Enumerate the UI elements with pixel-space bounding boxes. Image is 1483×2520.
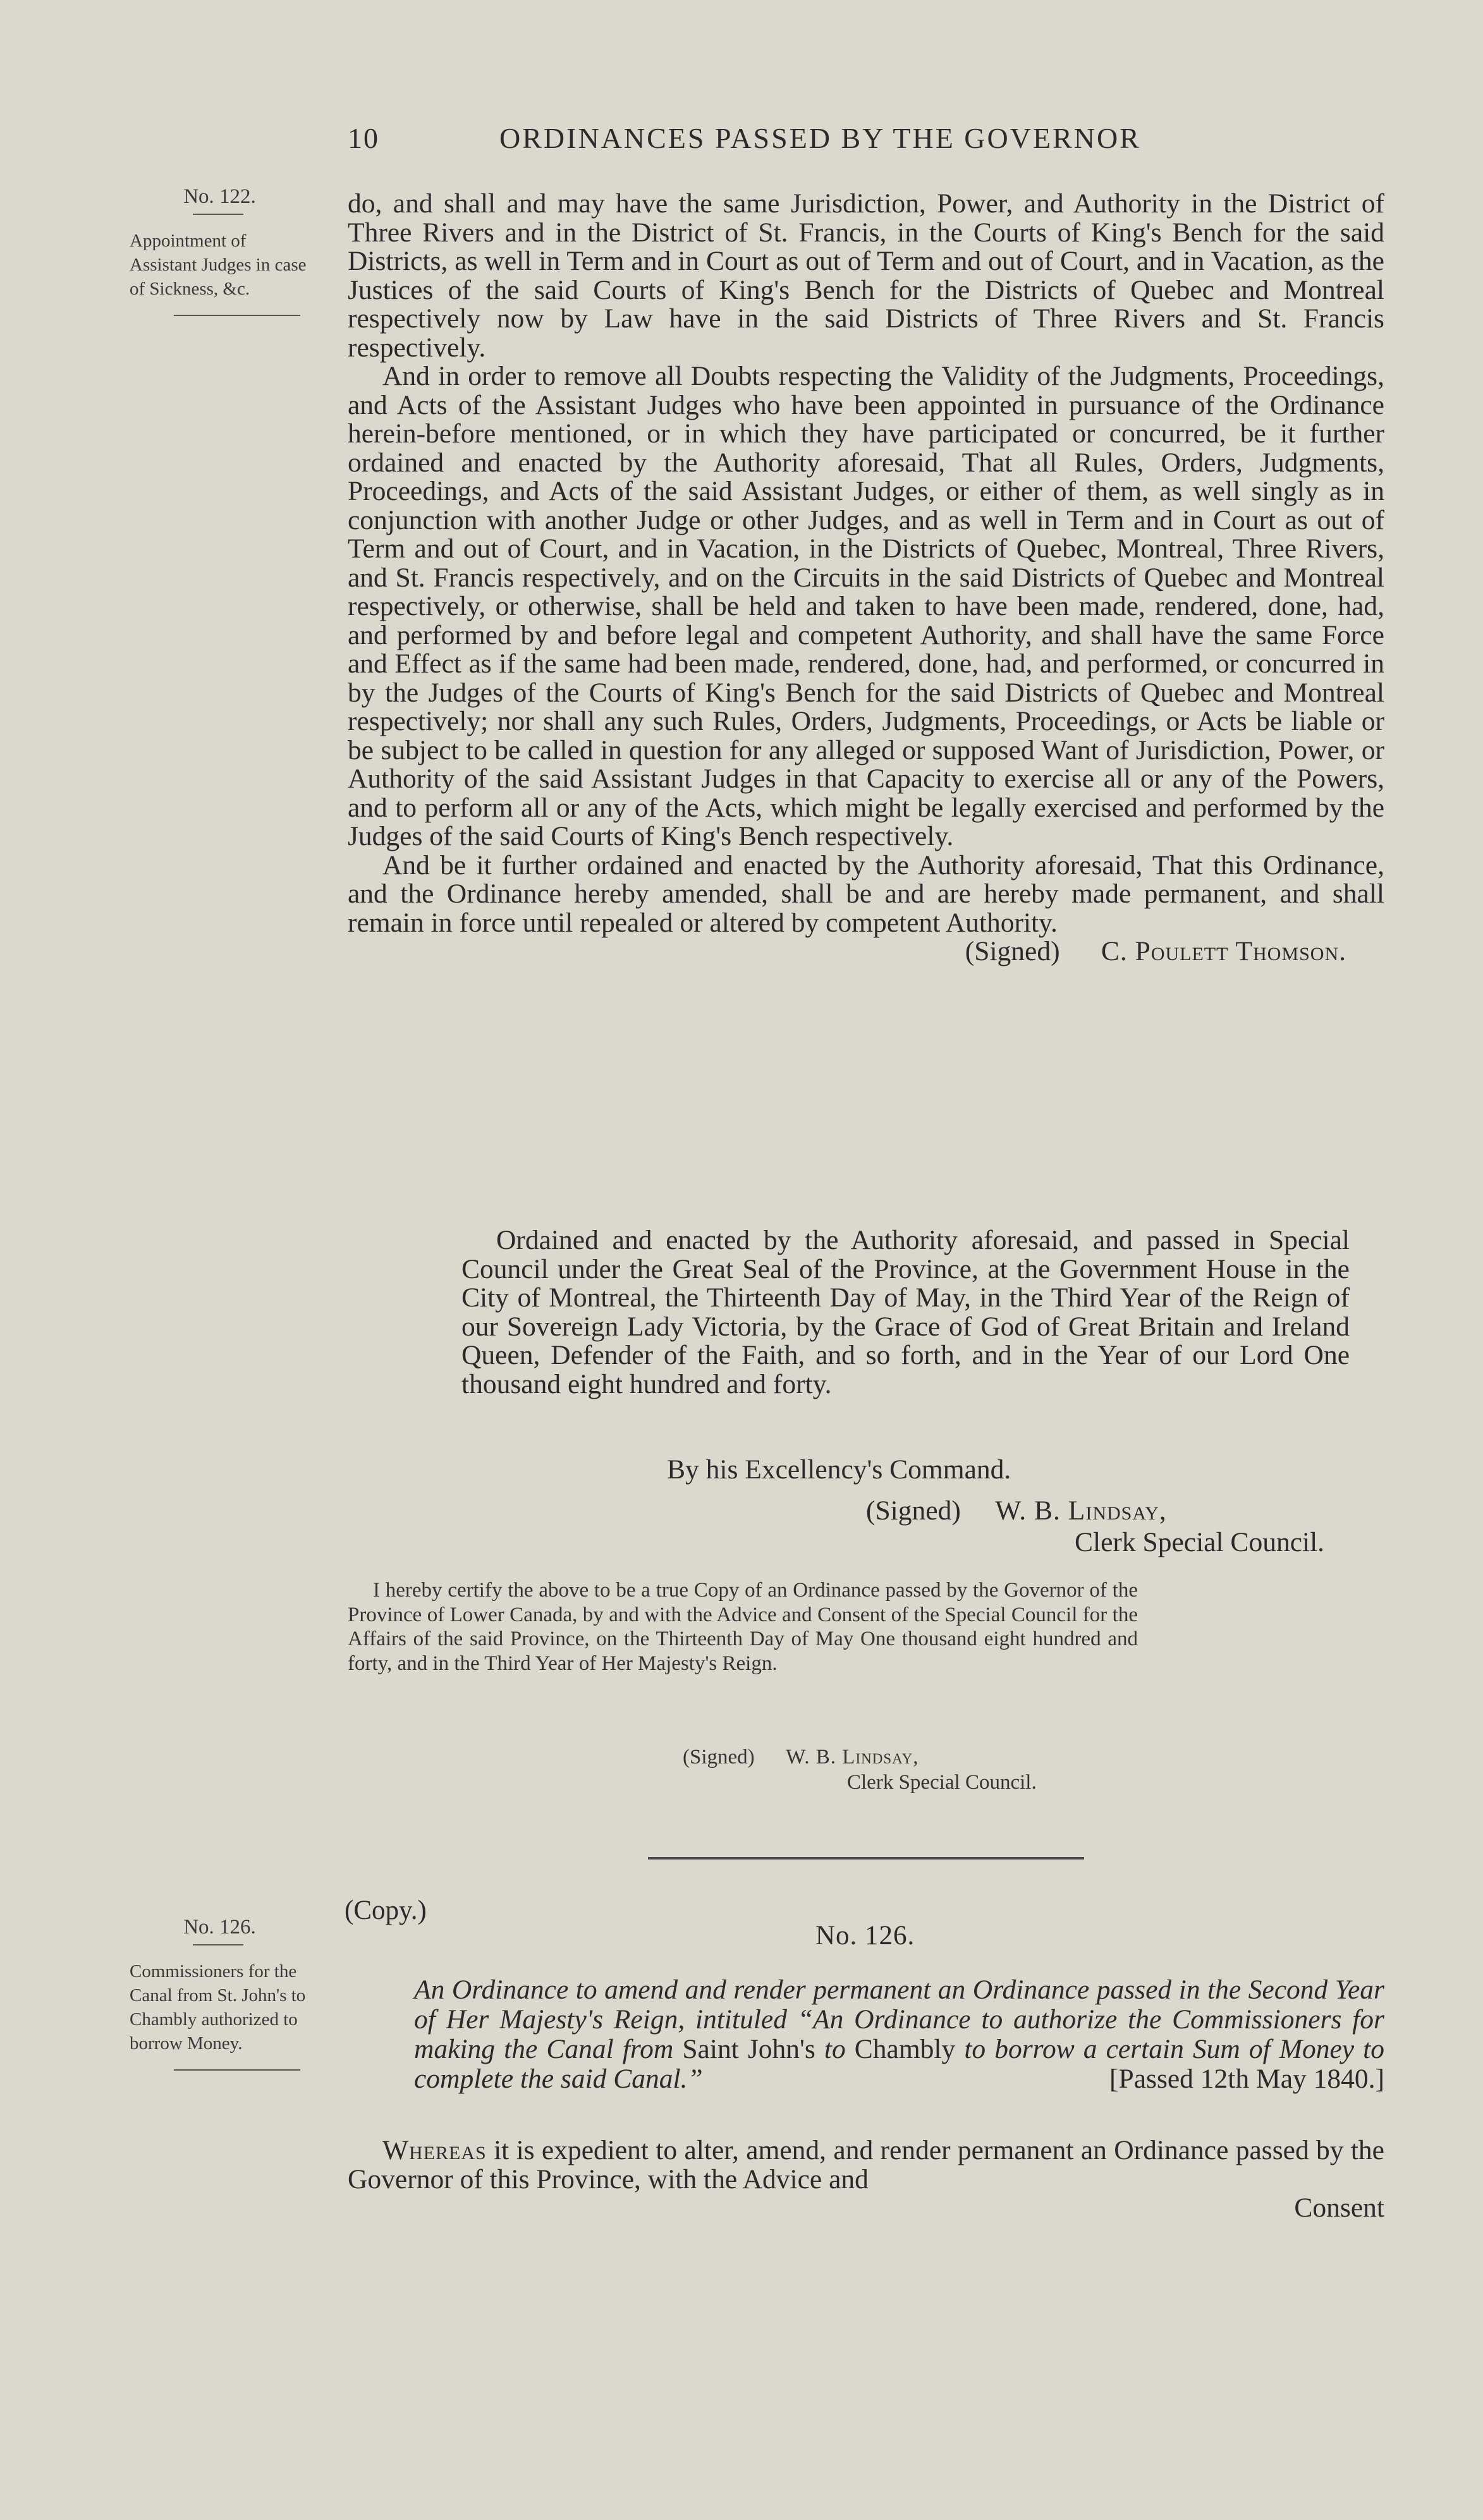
signed-label: (Signed) bbox=[866, 1495, 961, 1526]
signatory-name: W. B. Lindsay, bbox=[786, 1746, 919, 1768]
paragraph: I hereby certify the above to be a true Copy of an Ordinance passed by the Governor of the Province of Lower Canada, by and with the Advice and Consent of the Special Council for the Affairs of the said Province, on the Thirteenth Day of May One thousand eight hundred and forty, and in the Third Year of Her Majesty's Reign. bbox=[348, 1579, 1138, 1675]
clerk-signature bbox=[866, 1495, 1324, 1558]
signed-label: (Signed) bbox=[683, 1746, 755, 1768]
margin-rule bbox=[174, 315, 300, 316]
margin-note-122 bbox=[130, 185, 310, 316]
margin-note-126 bbox=[130, 1915, 310, 2071]
ordinance-title bbox=[414, 1975, 1384, 2094]
margin-note-number: No. 126. bbox=[183, 1916, 256, 1939]
margin-rule bbox=[193, 214, 243, 215]
paragraph: And in order to remove all Doubts respecting the Validity of the Judgments, Proceedings, and Acts of the Assistant Judges who have been appointed in pursuance of the Ordinance herein-before mentioned, or in which they have participated or concurred, be it further ordained and enacted by the Authority aforesaid, That all Rules, Orders, Judgments, Proceedings, and Acts of the said Assistant Judges, or either of them, as well singly as in conjunction with another Judge or other Judges, and as well in Term and in Court as out of Term and out of Court, and in Vacation, in the Districts of Quebec, Montreal, Three Rivers, and St. Francis respectively, and on the Circuits in the said Districts of Quebec and Montreal respectively, or otherwise, shall be held and taken to have been made, rendered, done, had, and performed by and before legal and competent Authority, and shall have the same Force and Effect as if the same had been made, rendered, done, had, and performed, or concurred in by the Judges of the Courts of King's Bench for the said Districts of Quebec and Montreal respectively; nor shall any such Rules, Orders, Judgments, Proceedings, or Acts be liable or be subject to be called in question for any alleged or supposed Want of Jurisdiction, Power, or Authority of the said Assistant Judges in that Capacity to exercise all or any of the Powers, and to perform all or any of the Acts, which might be legally exercised and performed by the Judges of the said Courts of King's Bench respectively. bbox=[348, 361, 1384, 851]
margin-rule bbox=[193, 1944, 243, 1945]
governor-signature bbox=[348, 937, 1384, 966]
margin-rule bbox=[174, 2069, 300, 2071]
title-text: to bbox=[815, 2034, 855, 2064]
margin-note-text: Commissioners for the Canal from St. John's to Chambly authorized to borrow Money. bbox=[130, 1961, 306, 2054]
paragraph: And be it further ordained and enacted by the Authority aforesaid, That this Ordinance, and the Ordinance hereby amended, shall be and are hereby made permanent, and shall remain in force until repealed or altered by competent Authority. bbox=[348, 849, 1384, 938]
margin-note-number: No. 122. bbox=[183, 185, 256, 208]
ordinance-number: No. 126. bbox=[815, 1921, 915, 1951]
copy-label: (Copy.) bbox=[345, 1896, 427, 1925]
ordained-paragraph bbox=[461, 1226, 1350, 1399]
running-title: ORDINANCES PASSED BY THE GOVERNOR bbox=[499, 122, 1141, 154]
margin-note-text: Appointment of Assistant Judges in case of Sickness, &c. bbox=[130, 231, 307, 299]
catchword: Consent bbox=[1294, 2193, 1384, 2223]
paragraph: do, and shall and may have the same Jurisdiction, Power, and Authority in the District of Three Rivers and in the District of St. Francis, in the Courts of King's Bench for the said Districts, as well in Term and in Court as out of Term and out of Court, and in Vacation, as the Justices of the said Courts of King's Bench for the Districts of Quebec and Montreal respectively now by Law have in the said Districts of Three Rivers and St. Francis respectively. bbox=[348, 188, 1384, 363]
preamble-text: it is expedient to alter, amend, and render permanent an Ordinance passed by the Governor of this Province, with the Advice and bbox=[348, 2135, 1384, 2194]
whereas-word: Whereas bbox=[382, 2135, 487, 2165]
place-name: Saint John's bbox=[682, 2034, 815, 2064]
clerk-title: Clerk Special Council. bbox=[847, 1771, 1037, 1794]
certification-signature bbox=[683, 1744, 1037, 1795]
ordinance-body bbox=[348, 190, 1384, 966]
running-header bbox=[348, 121, 1403, 155]
passed-date: [Passed 12th May 1840.] bbox=[1109, 2064, 1384, 2094]
paragraph bbox=[348, 2136, 1384, 2194]
clerk-title: Clerk Special Council. bbox=[1075, 1527, 1325, 1557]
title-text: to borrow a certain Sum of Money to complete the said Canal.” bbox=[414, 2034, 1384, 2094]
signed-label: (Signed) bbox=[965, 936, 1060, 966]
signatory-name: C. Poulett Thomson. bbox=[1101, 936, 1346, 966]
preamble bbox=[348, 2136, 1384, 2223]
signatory-name: W. B. Lindsay, bbox=[995, 1495, 1167, 1526]
certification-paragraph bbox=[348, 1578, 1138, 1676]
command-line: By his Excellency's Command. bbox=[667, 1454, 1011, 1485]
section-divider bbox=[648, 1857, 1084, 1860]
paragraph: Ordained and enacted by the Authority aforesaid, and passed in Special Council under the Great Seal of the Province, at the Government House in the City of Montreal, the Thirteenth Day of May, in the Third Year of the Reign of our Sovereign Lady Victoria, by the Grace of God of Great Britain and Ireland Queen, Defender of the Faith, and so forth, and in the Year of our Lord One thousand eight hundred and forty. bbox=[461, 1225, 1350, 1399]
title-text: An Ordinance to amend and render permanent an Ordinance passed in the Second Year of Her Majesty's Reign, intituled “An Ordinance to authorize the Commissioners for making the Canal from bbox=[414, 1975, 1384, 2064]
place-name: Chambly bbox=[854, 2034, 956, 2064]
page-number: 10 bbox=[348, 122, 379, 154]
